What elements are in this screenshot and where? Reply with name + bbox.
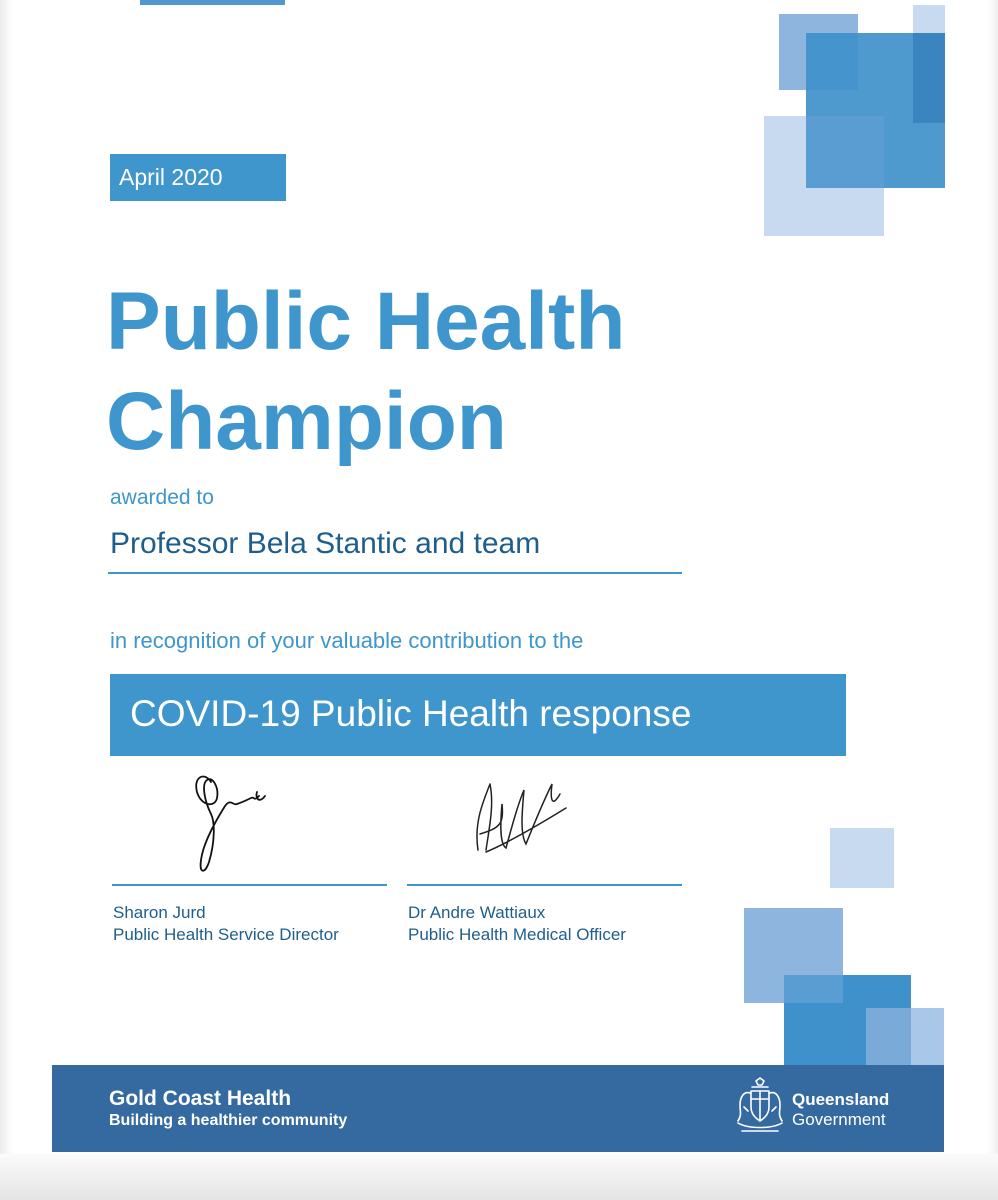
queensland-label: Queensland [792,1090,890,1109]
award-date: April 2020 [110,154,286,201]
response-banner: COVID-19 Public Health response [110,674,846,756]
awarded-label: awarded to [110,486,214,509]
certificate-title [106,272,746,472]
decor-square [806,116,884,188]
page-shadow-bottom [0,1154,998,1200]
title-line-1: Public Health [106,276,626,367]
top-decor-bar [140,0,285,5]
government-label: Government [792,1110,886,1129]
page-shadow-right [988,0,998,1200]
decor-square [866,1008,911,1065]
page-shadow-left [0,0,12,1200]
signature-line-1 [112,884,387,886]
recipient-underline [108,572,682,574]
signature-sharon-jurd [185,762,275,882]
decor-square [830,828,894,888]
signature-andre-wattiaux [460,764,580,864]
queensland-coat-of-arms-icon [732,1077,788,1139]
signer-1-role: Public Health Service Director [113,925,339,944]
decor-square [784,975,843,1003]
signer-2-name: Dr Andre Wattiaux [408,903,546,922]
decor-square [913,33,945,123]
signer-2-role: Public Health Medical Officer [408,925,626,944]
recognition-text: in recognition of your valuable contribution to the [110,628,584,653]
organisation-tagline: Building a healthier community [109,1112,348,1129]
signer-1-name: Sharon Jurd [113,903,206,922]
organisation-name: Gold Coast Health [109,1087,292,1110]
title-line-2: Champion [106,376,507,467]
signature-line-2 [407,884,682,886]
recipient-name: Professor Bela Stantic and team [110,527,541,560]
footer-banner [52,1065,944,1152]
